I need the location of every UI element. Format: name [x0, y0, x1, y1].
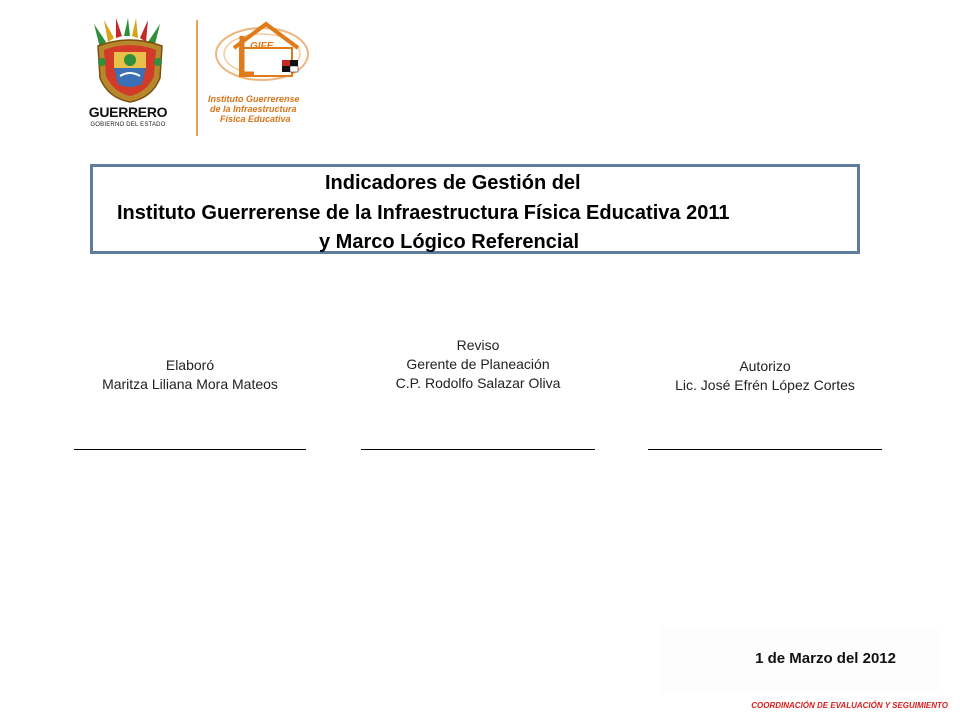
institute-name	[208, 94, 318, 124]
signature-reviso-position: Gerente de Planeación	[406, 356, 550, 372]
signature-autorizo-name: Lic. José Efrén López Cortes	[675, 377, 855, 393]
signature-autorizo	[648, 357, 882, 395]
gife-house-logo-icon	[204, 18, 316, 94]
guerrero-logo	[80, 18, 180, 130]
title-line-1: Indicadores de Gestión del	[325, 172, 581, 194]
signature-autorizo-role: Autorizo	[739, 358, 791, 374]
footer-department: COORDINACIÓN DE EVALUACIÓN Y SEGUIMIENTO	[751, 701, 948, 710]
signature-elaboro-role: Elaboró	[165, 357, 215, 373]
institute-name-line2: de la Infraestructura	[210, 104, 297, 114]
guerrero-coat-of-arms-icon	[80, 18, 180, 104]
document-date: 1 de Marzo del 2012	[755, 650, 896, 667]
signature-elaboro-name: Maritza Liliana Mora Mateos	[102, 376, 278, 392]
signature-line-autorizo	[648, 449, 882, 450]
signature-elaboro	[74, 356, 306, 394]
title-line-3: y Marco Lógico Referencial	[319, 231, 580, 253]
gife-logo	[204, 18, 316, 130]
signature-line-elaboro	[74, 449, 306, 450]
gife-acronym: GIFE	[250, 41, 274, 52]
government-subtitle: GOBIERNO DEL ESTADO	[90, 122, 166, 128]
signature-reviso-name: C.P. Rodolfo Salazar Oliva	[395, 375, 561, 391]
title-line-2: Instituto Guerrerense de la Infraestructura Física Educativa 2011	[117, 202, 730, 224]
title-box	[90, 164, 860, 254]
logo-divider	[196, 20, 198, 136]
institute-name-line3: Física Educativa	[220, 114, 291, 124]
signature-reviso-role: Reviso	[456, 337, 500, 353]
institute-name-line1: Instituto Guerrerense	[208, 94, 300, 104]
signature-line-reviso	[361, 449, 595, 450]
signature-reviso	[360, 336, 596, 393]
government-name: GUERRERO	[88, 104, 168, 120]
